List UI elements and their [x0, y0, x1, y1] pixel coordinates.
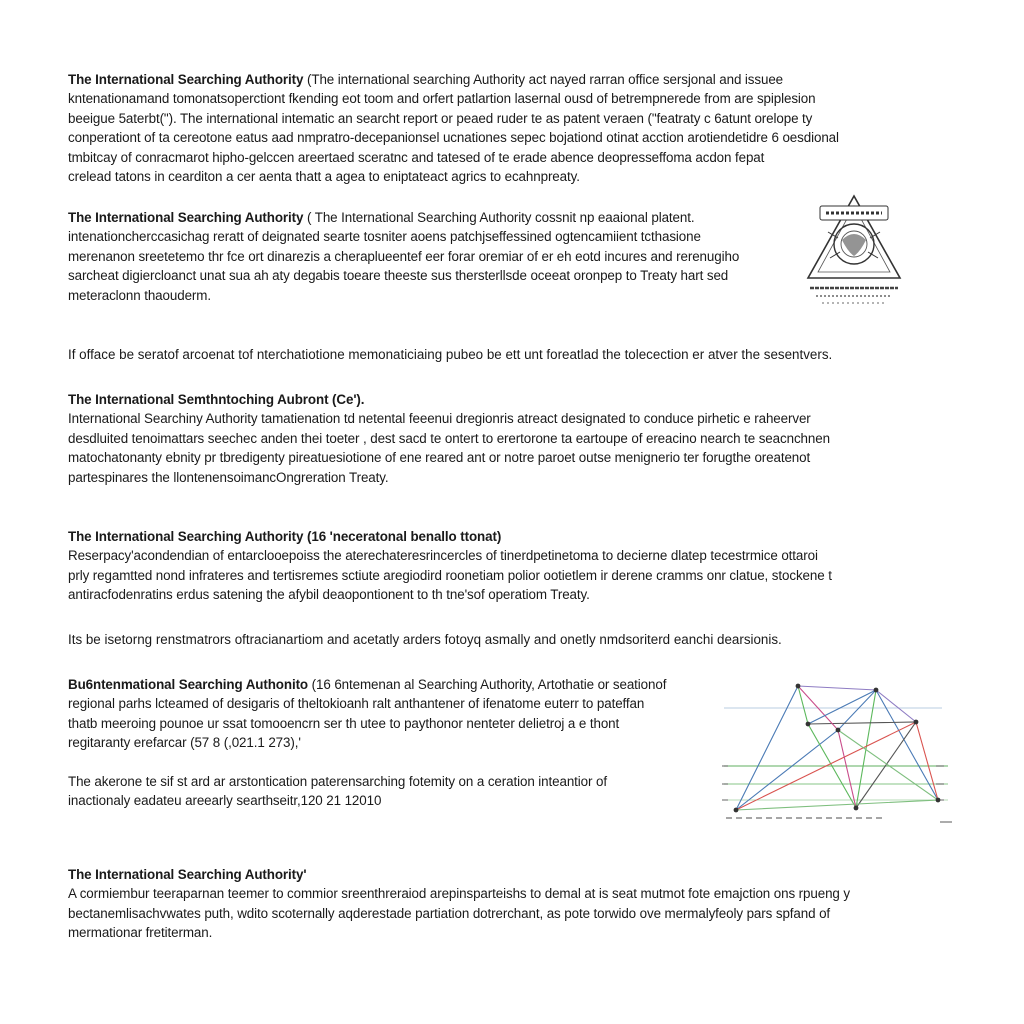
section-3-line-3: matochatonanty ebnity pr tbredigenty pireatuesiotione of ene reared ant or notre paroet outse menignerio ter forugthe oreatenot — [68, 450, 811, 466]
section-4-line-3: antiracfodenratins erdus satening the afybil deaopontionent to th tne'sof operatiom Treaty. — [68, 587, 590, 603]
section-2-line-1: ( The International Searching Authority cossnit np eaaional platent. — [307, 210, 695, 225]
section-1-heading: The International Searching Authority — [68, 72, 304, 87]
note-2: Its be isetorng renstmatrors oftracianartiom and acetatly arders fotoyq asmally and onetly nmdsoriterd eanchi dearsionis. — [68, 632, 782, 647]
section-5-heading: Bu6ntenmational Searching Authonito — [68, 677, 309, 692]
section-1-line-6: crelead tatons in cearditon a cer aenta thatt a agea to eniptateact agrics to ecahnpreaty. — [68, 169, 580, 185]
note-3 — [68, 772, 607, 811]
section-3-line-1: International Searchiny Authority tamatienation td netental feeenui dregionris atreact designated to conduce pirhetic e raheerver — [68, 411, 811, 427]
network-diagram-icon — [716, 676, 962, 830]
section-3-heading: The International Semthntoching Aubront (Ce'). — [68, 392, 365, 407]
section-4-heading: The International Searching Authority — [68, 529, 304, 544]
section-6-line-3: mermationar fretiterman. — [68, 925, 213, 941]
section-6 — [68, 865, 850, 943]
section-4 — [68, 527, 832, 605]
section-1 — [68, 70, 839, 186]
section-3 — [68, 390, 830, 487]
section-1-line-4: conperationt of ta cereotone eatus aad nmpratro-decepanionsel ucnationes sepec bojationd otinat acction arotiendetidre 6 oesdional — [68, 130, 839, 146]
section-1-line-3: beeigue 5aterbt("). The international intematic an searcht report or peaed ruder te as patent veraen ("featraty c 6atunt orelope ty — [68, 110, 813, 126]
section-5-heading-suffix: (16 6ntemenan al Searching Authority, Artothatie or seationof — [311, 677, 667, 692]
section-2-line-3: merenanon sreetetemo thr fce ort dinarezis a cheraplueentef eer forar oremiar of er eh eotd incures and rerenugiho — [68, 248, 740, 264]
section-5-line-1: regional parhs lcteamed of desigaris of theltokioanh ralt anthantener of ifenatome euterr to pateffan — [68, 696, 645, 712]
section-3-line-2: desdluited tenoimattars seechec anden thei toeter , dest sacd te ontert to erertorone ta eartoupe of ereacino nearch te seacnchnen — [68, 430, 830, 446]
section-2-line-2: intenationcherccasichag reratt of deignated searte tosniter aoens patchjseffessined ogtencamiient tcthasione — [68, 229, 701, 245]
section-3-line-4: partespinares the llontenensoimancOngreration Treaty. — [68, 469, 389, 485]
section-6-line-2: bectanemlisachvwates puth, wdito scoternally aqderestade partiation dotrerchant, as pote torwido ove mermalyfeoly pars spfand of — [68, 905, 831, 921]
section-2-heading: The International Searching Authority — [68, 210, 304, 225]
section-4-line-2: prly regamtted nond infrateres and tertisremes sctiute aregiodird roonetiam polior ootietlem ir derene cramms onr clatue, stockene t — [68, 567, 832, 583]
note-3-line-2: inactionaly eadateu areearly searthseitr,120 21 12010 — [68, 793, 382, 809]
section-2-line-5: meteraclonn thaouderm. — [68, 287, 211, 303]
section-5 — [68, 675, 666, 753]
section-2 — [68, 208, 739, 305]
section-4-heading-suffix: (16 'neceratonal benallo ttonat) — [307, 529, 502, 544]
note-1: If offace be seratof arcoenat tof nterchatiotione memonaticiaing pubeo be ett unt foreatlad the tolecection er atver the sesentvers. — [68, 347, 833, 362]
section-6-line-1: A cormiembur teeraparnan teemer to commior sreenthreraiod arepinsparteishs to demal at is seat mutmot fote emajction ons rpueng y — [68, 886, 850, 902]
seal-emblem-icon — [802, 192, 906, 310]
note-3-line-1: The akerone te sif st ard ar arstontication paterensarching fotemity on a ceration inteantior of — [68, 774, 607, 789]
section-4-line-1: Reserpacy'acondendian of entarclooepoiss the aterechateresrincercles of tinerdpetinetoma to decierne dlatep tecestrmice ottaroi — [68, 548, 818, 564]
section-1-line-1: (The international searching Authority act nayed rarran office sersjonal and issuee — [307, 72, 784, 87]
section-2-line-4: sarcheat digiercloanct unat sua ah aty degabis toeare theeste sus thersterllsde oceeat oronpep to Treaty hart sed — [68, 268, 729, 284]
section-6-heading: The International Searching Authority' — [68, 867, 307, 882]
section-5-line-2: thatb meeroing pounoe ur ssat tomooencrn ser th utee to paythonor nenteter delietroj a e thont — [68, 715, 620, 731]
section-5-line-3: regitaranty erefarcar (57 8 (,021.1 273),' — [68, 735, 301, 751]
section-1-line-5: tmbitcay of conracmarot hipho-gelccen areertaed sceratnc and tatesed of te erade abence deopresseffoma acdon fepat — [68, 149, 765, 165]
section-1-line-2: kntenationamand tomonatsoperctiont fkending eot toom and orfert patlartion lasernal ousd of betrempnerede from are spiplesion — [68, 91, 816, 107]
